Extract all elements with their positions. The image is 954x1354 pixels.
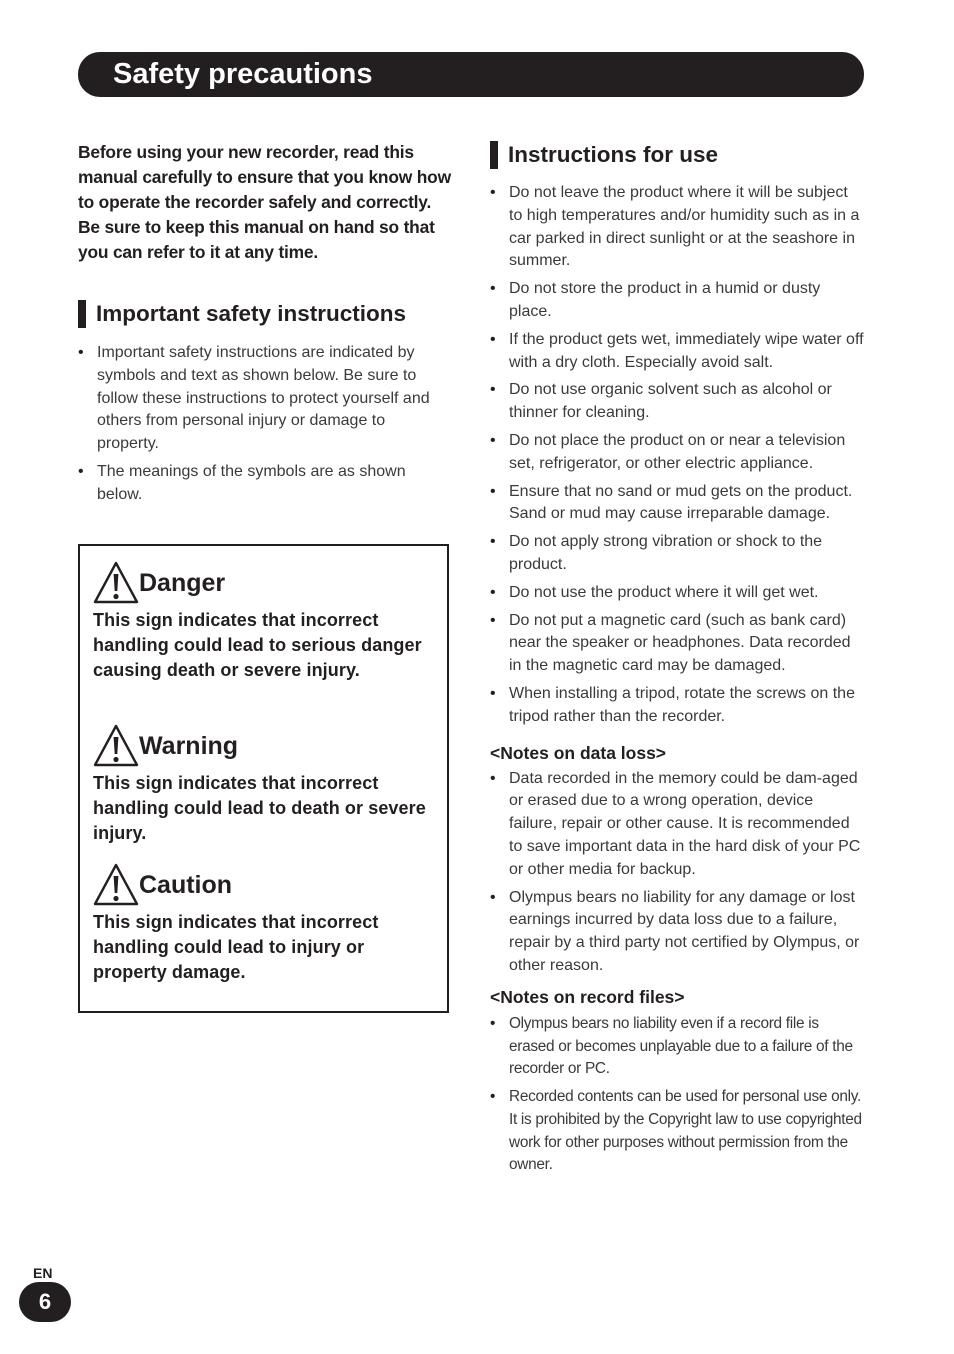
list-item: • If the product gets wet, immediately wipe water off with a dry cloth. Especially avoid salt. <box>490 329 865 375</box>
list-item: • Ensure that no sand or mud gets on the product. Sand or mud may cause irreparable damage. <box>490 481 865 527</box>
list-item: • The meanings of the symbols are as shown below. <box>78 461 433 507</box>
warning-triangle-icon <box>93 560 139 606</box>
data-loss-heading: <Notes on data loss> <box>490 742 667 763</box>
page-number: 6 <box>19 1282 71 1322</box>
list-item: • Do not apply strong vibration or shock to the product. <box>490 531 865 577</box>
list-item: • Recorded contents can be used for personal use only. It is prohibited by the Copyright law to use copyrighted work for other purposes without permission from the owner. <box>490 1086 865 1177</box>
warning-title: Warning <box>139 732 239 760</box>
important-safety-list <box>78 342 433 507</box>
list-item: • Data recorded in the memory could be dam-aged or erased due to a wrong operation, device failure, repair or other cause. It is recommended to save important data in the hard disk of your PC or other media for backup. <box>490 768 865 882</box>
caution-title: Caution <box>139 871 233 899</box>
important-safety-heading: Important safety instructions <box>78 299 456 329</box>
list-item: • Important safety instructions are indicated by symbols and text as shown below. Be sure to follow these instructions to protect yourself and others from personal injury or damage to property. <box>78 342 433 456</box>
list-item: • When installing a tripod, rotate the screws on the tripod rather than the recorder. <box>490 683 865 729</box>
data-loss-list <box>490 768 865 978</box>
caution-description: This sign indicates that incorrect handling could lead to injury or property damage. <box>93 912 379 982</box>
right-column <box>490 140 865 1182</box>
warning-triangle-icon <box>93 723 139 769</box>
list-item: • Do not use organic solvent such as alcohol or thinner for cleaning. <box>490 379 865 425</box>
danger-title: Danger <box>139 569 226 597</box>
instructions-list <box>490 182 865 729</box>
record-files-list <box>490 1013 865 1178</box>
warning-description: This sign indicates that incorrect handling could lead to death or severe injury. <box>93 773 426 843</box>
intro-text: Before using your new recorder, read this manual carefully to ensure that you know how to operate the recorder safely and correctly. Be sure to keep this manual on hand so that you can refer to it at any time. <box>78 142 451 262</box>
page-title: Safety precautions <box>113 58 373 90</box>
list-item: • Do not store the product in a humid or dusty place. <box>490 278 865 324</box>
danger-block <box>93 560 433 683</box>
list-item: • Do not place the product on or near a television set, refrigerator, or other electric appliance. <box>490 430 865 476</box>
left-column <box>78 140 456 512</box>
warning-block <box>93 723 433 846</box>
list-item: • Do not use the product where it will get wet. <box>490 582 865 605</box>
language-label: EN <box>33 1265 53 1281</box>
warning-triangle-icon <box>93 862 139 908</box>
instructions-heading: Instructions for use <box>490 140 865 170</box>
title-bar <box>78 52 864 97</box>
hazard-symbols-box <box>78 544 449 1013</box>
list-item: • Olympus bears no liability for any damage or lost earnings incurred by data loss due to a failure, repair by a third party not certified by Olympus, or other reason. <box>490 887 865 978</box>
list-item: • Do not leave the product where it will be subject to high temperatures and/or humidity such as in a car parked in direct sunlight or at the seashore in summer. <box>490 182 865 273</box>
caution-block <box>93 862 433 985</box>
list-item: • Do not put a magnetic card (such as bank card) near the speaker or headphones. Data recorded in the magnetic card may be damaged. <box>490 610 865 678</box>
list-item: • Olympus bears no liability even if a record file is erased or becomes unplayable due to a failure of the recorder or PC. <box>490 1013 865 1081</box>
danger-description: This sign indicates that incorrect handling could lead to serious danger causing death or severe injury. <box>93 610 422 680</box>
record-files-heading: <Notes on record files> <box>490 986 685 1007</box>
